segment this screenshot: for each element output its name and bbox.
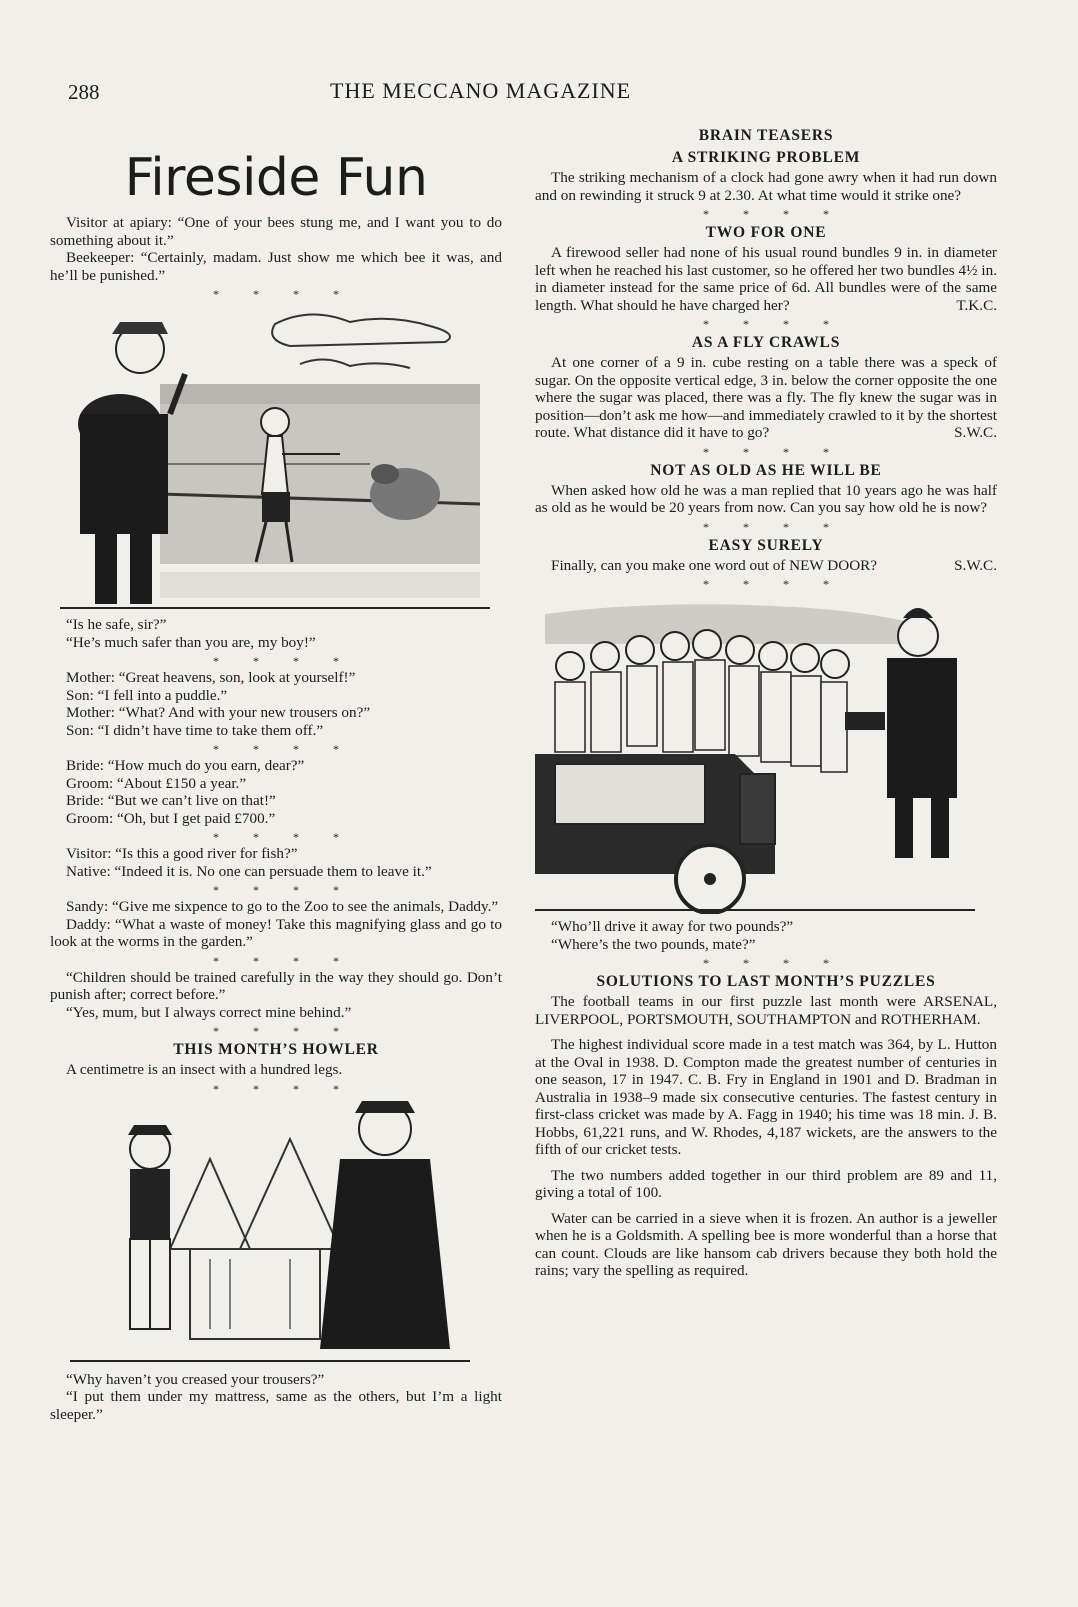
left-column — [50, 140, 502, 1423]
howler-heading: THIS MONTH’S HOWLER — [173, 1041, 379, 1058]
puzzle-text: The striking mechanism of a clock had gone awry when it had run down and on rewinding it struck 9 at 2.30. At what time would it strike one? — [535, 169, 997, 204]
joke-line: Son: “I didn’t have time to take them off.” — [66, 721, 324, 739]
star-separator: **** — [213, 953, 373, 968]
cartoon-caption: “Where’s the two pounds, mate?” — [551, 935, 756, 953]
cartoon-trousers — [50, 1099, 490, 1367]
page-number: 288 — [68, 80, 100, 104]
joke-line: Son: “I fell into a puddle.” — [66, 686, 228, 704]
cartoon-caption: “I put them under my mattress, same as the others, but I’m a light sleeper.” — [50, 1388, 502, 1423]
solution-paragraph: The highest individual score made in a test match was 364, by L. Hutton at the Oval in 1938. D. Compton made the greatest number of centuries in one season, 17 in 1947. C. B. Fry in England in 1901 and D. Bradman in Australia in 1938–9 made six consecutive centuries. The fastest century in first-class cricket was made by A. Fagg in 1940; his time was 18 min. J. B. Hobbs, 61,221 runs, and W. Rhodes, 4,187 wickets, are the answers to the fifth of our cricket tests. — [535, 1036, 997, 1158]
right-column — [535, 125, 997, 1280]
puzzle-text: A firewood seller had none of his usual round bundles 9 in. in diameter left when he reached his last customer, so he offered her two bundles 4½ in. in diameter instead for the same price of 6d. All bundles were of the same length. What should he have charged her? T.K.C. — [535, 244, 997, 314]
puzzle-text: At one corner of a 9 in. cube resting on a table there was a speck of sugar. On the opposite vertical edge, 3 in. below the corner opposite the one where the sugar was placed, there was a fly. The fly knew the sugar was in position—don’t ask me how—and immediately crawled to it by the shortest route. What distance did it have to go? S.W.C. — [535, 354, 997, 441]
joke-line: Mother: “What? And with your new trousers on?” — [66, 704, 371, 721]
solution-paragraph: The football teams in our first puzzle last month were ARSENAL, LIVERPOOL, PORTSMOUTH, SOUTHAMPTON and ROTHERHAM. — [535, 993, 997, 1028]
star-separator: **** — [213, 1081, 373, 1096]
solution-paragraph: Water can be carried in a sieve when it is frozen. An author is a jeweller when he is a Goldsmith. A spelling bee is more wonderful than a horse that can count. Clouds are like hansom cab drivers because they both hold the rains; vary the spelling as required. — [535, 1209, 997, 1279]
puzzle-heading: AS A FLY CRAWLS — [691, 334, 841, 351]
star-separator: **** — [703, 317, 863, 331]
cartoon-caption: “Why haven’t you creased your trousers?” — [66, 1370, 325, 1388]
cartoon-caption: “He’s much safer than you are, my boy!” — [66, 633, 316, 651]
star-separator: **** — [703, 956, 863, 970]
star-separator: **** — [703, 577, 863, 591]
cartoon-bull-field — [50, 304, 490, 612]
puzzle-signature: S.W.C. — [954, 556, 997, 574]
cartoon-caption: “Who’ll drive it away for two pounds?” — [551, 918, 794, 935]
star-separator: **** — [703, 519, 863, 534]
puzzle-heading: TWO FOR ONE — [705, 224, 827, 241]
joke-paragraph: Visitor at apiary: “One of your bees stung me, and I want you to do something about it.” — [50, 214, 502, 249]
section-title: Fireside Fun — [124, 148, 428, 208]
joke-line: Native: “Indeed it is. No one can persuade them to leave it.” — [66, 862, 432, 880]
star-separator: **** — [213, 287, 373, 301]
puzzle-signature: S.W.C. — [954, 424, 997, 441]
star-separator: **** — [213, 830, 373, 844]
puzzle-signature: T.K.C. — [956, 296, 997, 314]
joke-line: Daddy: “What a waste of money! Take this magnifying glass and go to look at the worms in the garden.” — [50, 915, 502, 950]
cartoon-caption: “Is he safe, sir?” — [66, 616, 167, 633]
star-separator: **** — [213, 654, 373, 668]
star-separator: **** — [213, 1024, 373, 1038]
joke-line: Mother: “Great heavens, son, look at yourself!” — [66, 669, 356, 686]
puzzle-heading: A STRIKING PROBLEM — [671, 149, 861, 166]
joke-line: “Children should be trained carefully in the way they should go. Don’t punish after; correct before.” — [50, 968, 502, 1003]
joke-line: Bride: “But we can’t live on that!” — [66, 792, 276, 809]
puzzle-text: Finally, can you make one word out of NEW DOOR? S.W.C. — [551, 556, 997, 574]
magazine-title: THE MECCANO MAGAZINE — [330, 78, 632, 103]
joke-line: Visitor: “Is this a good river for fish?” — [66, 845, 298, 862]
joke-line: “Yes, mum, but I always correct mine behind.” — [66, 1003, 352, 1021]
cartoon-old-car — [535, 594, 975, 914]
solution-paragraph: The two numbers added together in our third problem are 89 and 11, giving a total of 100. — [535, 1166, 997, 1201]
joke-line: Groom: “About £150 a year.” — [66, 774, 247, 792]
brain-teasers-heading: BRAIN TEASERS — [698, 127, 834, 144]
joke-line: Sandy: “Give me sixpence to go to the Zoo to see the animals, Daddy.” — [66, 898, 499, 915]
puzzle-heading: NOT AS OLD AS HE WILL BE — [650, 461, 882, 479]
puzzle-heading: EASY SURELY — [708, 536, 824, 554]
star-separator: **** — [213, 742, 373, 756]
solutions-heading: SOLUTIONS TO LAST MONTH’S PUZZLES — [596, 973, 936, 990]
howler-text: A centimetre is an insect with a hundred legs. — [66, 1061, 343, 1078]
star-separator: **** — [213, 883, 373, 897]
joke-line: Bride: “How much do you earn, dear?” — [66, 757, 305, 774]
star-separator: **** — [703, 207, 863, 221]
joke-paragraph: Beekeeper: “Certainly, madam. Just show me which bee it was, and he’ll be punished.” — [50, 249, 502, 284]
puzzle-text: When asked how old he was a man replied that 10 years ago he was half as old as he would be 20 years from now. Can you say how old he is now? — [535, 481, 997, 516]
joke-line: Groom: “Oh, but I get paid £700.” — [66, 809, 276, 827]
star-separator: **** — [703, 444, 863, 459]
